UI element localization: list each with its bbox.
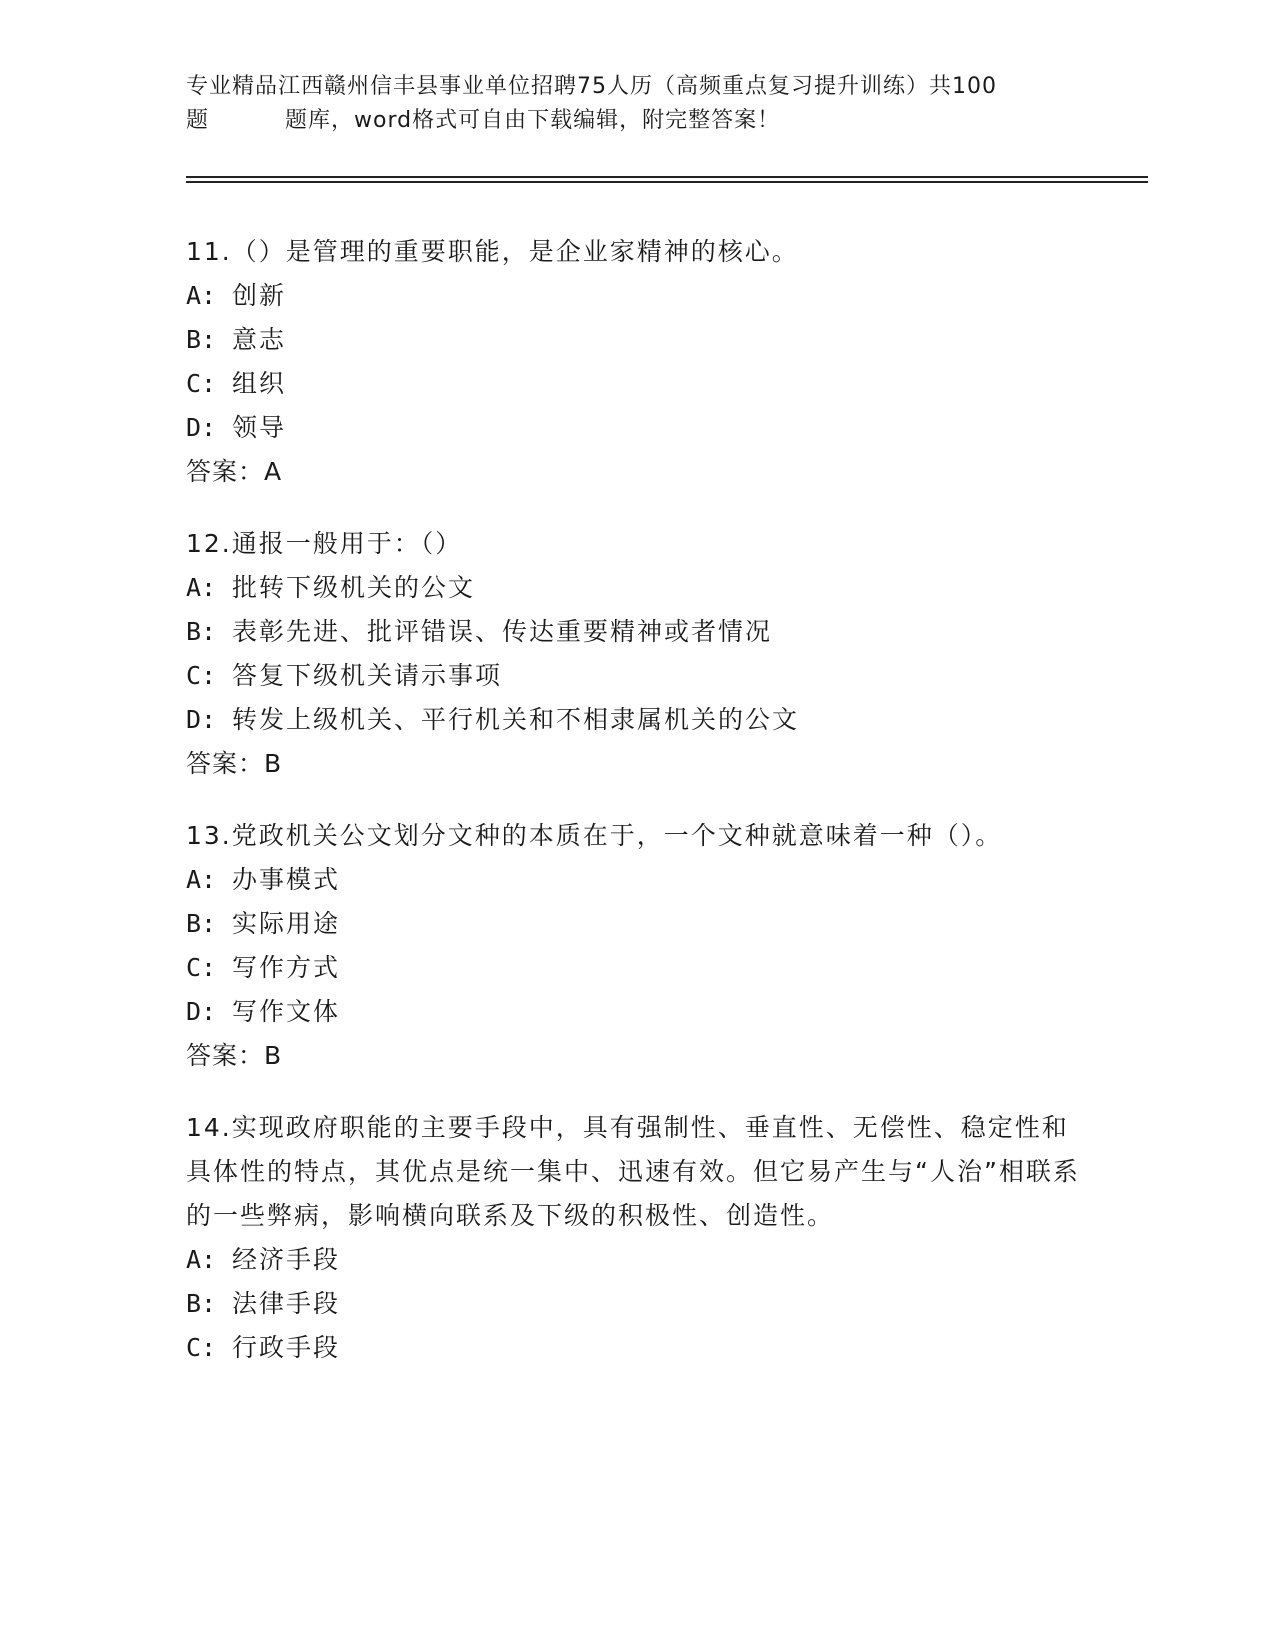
question-list [186,230,1086,1398]
option-text: 意志 [232,325,287,354]
question-14 [186,1106,1086,1370]
option-text: 办事模式 [232,865,341,894]
question-12 [186,522,1086,786]
option-text: 写作方式 [232,953,341,982]
answer-line: 答案：B [186,1041,283,1070]
option-text: 行政手段 [232,1333,341,1362]
option-text: 批转下级机关的公文 [232,573,476,602]
option-c [186,1326,1086,1370]
header-title-line2 [186,106,1086,136]
header-divider-top [186,176,1148,178]
question-stem: 13.党政机关公文划分文种的本质在于，一个文种就意味着一种（）。 [186,821,1003,850]
option-b [186,1282,1086,1326]
option-text: 表彰先进、批评错误、传达重要精神或者情况 [232,617,773,646]
option-letter: B: [186,1289,217,1318]
question-stem: 14.实现政府职能的主要手段中，具有强制性、垂直性、无偿性、稳定性和具体性的特点，其优点是统一集中、迅速有效。但它易产生与“人治”相联系的一些弊病，影响横向联系及下级的积极性、创造性。 [186,1113,1080,1230]
option-text: 经济手段 [232,1245,341,1274]
option-a [186,274,1086,318]
option-a [186,858,1086,902]
option-letter: A: [186,573,217,602]
option-text: 法律手段 [232,1289,341,1318]
option-letter: D: [186,997,217,1026]
question-stem: 11.（）是管理的重要职能，是企业家精神的核心。 [186,237,799,266]
option-letter: C: [186,1333,217,1362]
option-letter: B: [186,909,217,938]
option-c [186,946,1086,990]
option-letter: B: [186,325,217,354]
option-letter: C: [186,953,217,982]
option-text: 组织 [232,369,287,398]
option-c [186,362,1086,406]
option-b [186,902,1086,946]
option-letter: D: [186,705,217,734]
option-a [186,1238,1086,1282]
header-divider-bottom [186,181,1148,183]
option-letter: A: [186,865,217,894]
option-d [186,990,1086,1034]
option-letter: B: [186,617,217,646]
option-text: 转发上级机关、平行机关和不相隶属机关的公文 [232,705,800,734]
option-letter: C: [186,369,217,398]
answer-line: 答案：A [186,457,283,486]
option-letter: D: [186,413,217,442]
option-a [186,566,1086,610]
option-letter: A: [186,281,217,310]
option-text: 答复下级机关请示事项 [232,661,503,690]
header-title-line2-tail: 题库，word格式可自由下载编辑，附完整答案！ [285,108,781,133]
option-text: 创新 [232,281,287,310]
option-c [186,654,1086,698]
document-header [186,72,1086,136]
header-title-line1: 专业精品江西赣州信丰县事业单位招聘75人历（高频重点复习提升训练）共100 [186,74,997,99]
option-d [186,698,1086,742]
option-text: 写作文体 [232,997,341,1026]
question-13 [186,814,1086,1078]
question-stem: 12.通报一般用于：（） [186,529,463,558]
header-title-line2-lead: 题 [186,108,210,133]
answer-line: 答案：B [186,749,283,778]
option-b [186,610,1086,654]
option-d [186,406,1086,450]
option-b [186,318,1086,362]
option-letter: A: [186,1245,217,1274]
option-letter: C: [186,661,217,690]
option-text: 领导 [232,413,287,442]
option-text: 实际用途 [232,909,341,938]
question-11 [186,230,1086,494]
